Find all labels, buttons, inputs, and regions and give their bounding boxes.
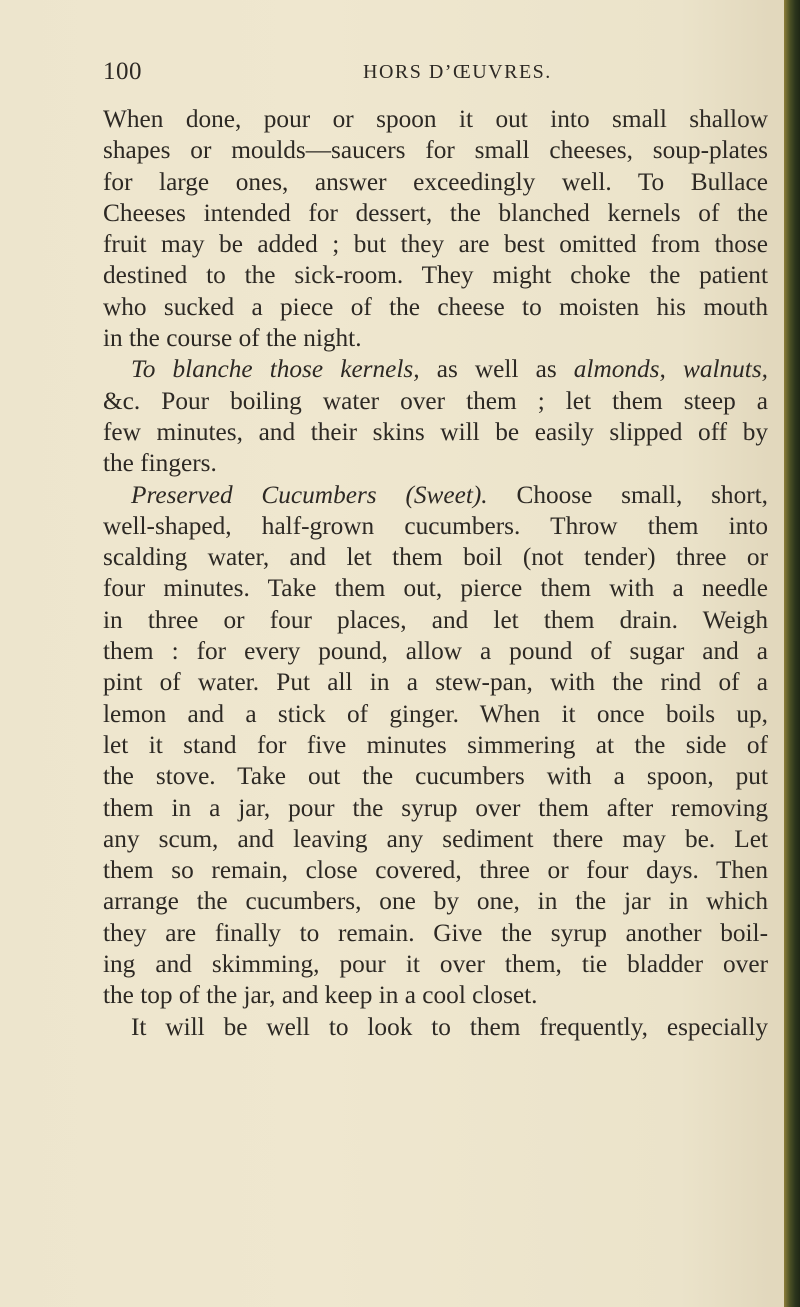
text-line: lemon and a stick of ginger. When it once boils up, <box>103 699 768 728</box>
text-line: for large ones, answer exceedingly well. To Bullace <box>103 167 768 196</box>
book-spine-edge <box>784 0 800 1307</box>
text-line: the fingers. <box>103 449 217 478</box>
text-line: When done, pour or spoon it out into small shallow <box>103 105 768 133</box>
text-line: Cheeses intended for dessert, the blanched kernels of the <box>103 198 768 227</box>
text-line: four minutes. Take them out, pierce them with a needle <box>103 574 768 603</box>
text-line: ing and skimming, pour it over them, tie bladder over <box>103 950 768 979</box>
text-line: the top of the jar, and keep in a cool closet. <box>103 981 538 1010</box>
preserved-cucumbers-heading-line <box>103 480 768 511</box>
text-line: any scum, and leaving any sediment there may be. Let <box>103 824 768 853</box>
page-body <box>103 104 768 1043</box>
text-line: them : for every pound, allow a pound of sugar and a <box>103 637 768 666</box>
text-line: who sucked a piece of the cheese to moisten his mouth <box>103 292 768 321</box>
text-line: fruit may be added ; but they are best omitted from those <box>103 230 768 259</box>
text-line: in the course of the night. <box>103 324 362 353</box>
text-line: It will be well to look to them frequently, especially <box>131 1012 768 1041</box>
text-line: the stove. Take out the cucumbers with a spoon, put <box>103 762 768 791</box>
text-line: in three or four places, and let them drain. Weigh <box>103 605 768 634</box>
page-number: 100 <box>103 58 142 85</box>
text-line: them in a jar, pour the syrup over them after removing <box>103 793 768 822</box>
text-line: well-shaped, half-grown cucumbers. Throw them into <box>103 511 768 540</box>
text-line: scalding water, and let them boil (not tender) three or <box>103 543 768 572</box>
blanche-kernels-heading: To blanche those kernels, <box>131 355 420 384</box>
text-line: shapes or moulds—saucers for small cheeses, soup-plates <box>103 136 768 165</box>
text-line: &c. Pour boiling water over them ; let them steep a <box>103 386 768 415</box>
text-line: arrange the cucumbers, one by one, in the jar in which <box>103 887 768 916</box>
blanche-kernels-heading-line <box>103 354 768 385</box>
nuts-italic-text: almonds, walnuts, <box>573 355 769 384</box>
heading-continuation-text: Choose small, short, <box>487 480 768 509</box>
text-line: pint of water. Put all in a stew-pan, with the rind of a <box>103 668 768 697</box>
page-header <box>103 58 768 88</box>
text-line: destined to the sick-room. They might choke the patient <box>103 261 768 290</box>
text-line: they are finally to remain. Give the syrup another boil- <box>103 918 768 947</box>
text-line: let it stand for five minutes simmering at the side of <box>103 730 768 759</box>
text-line: few minutes, and their skins will be easily slipped off by <box>103 417 768 446</box>
preserved-cucumbers-heading: Preserved Cucumbers (Sweet). <box>131 480 488 509</box>
running-head: HORS D’ŒUVRES. <box>363 61 552 83</box>
heading-connector-text: as well as <box>419 355 574 384</box>
text-line: them so remain, close covered, three or four days. Then <box>103 856 768 885</box>
